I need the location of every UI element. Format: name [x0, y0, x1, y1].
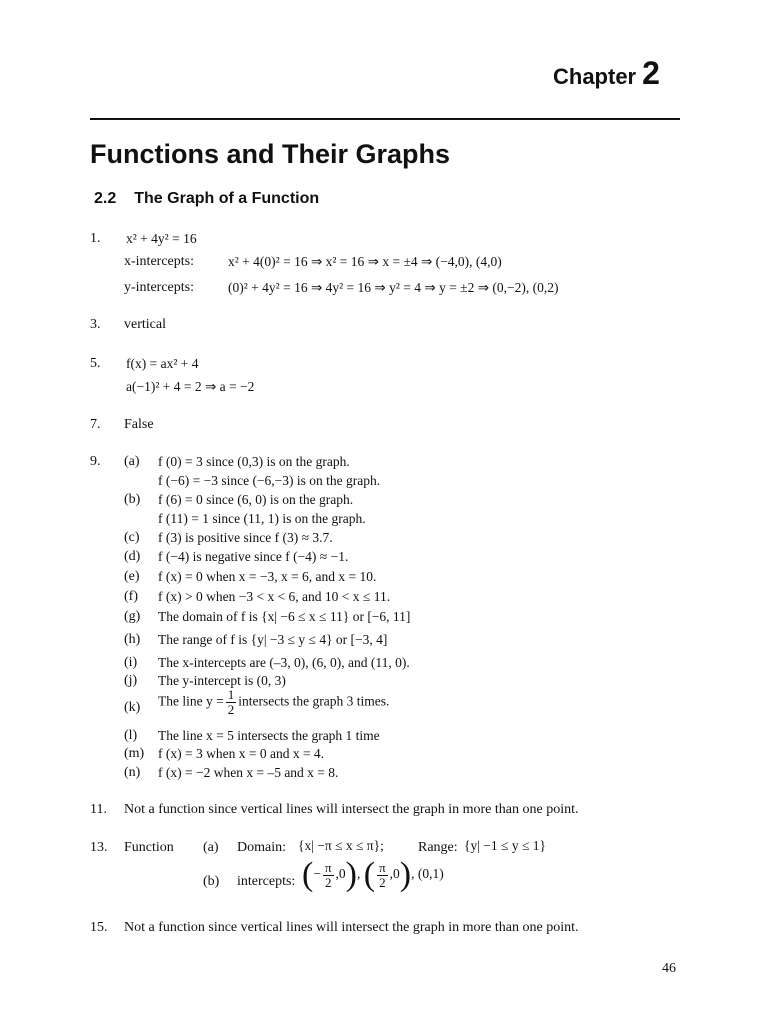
problem-1-number: 1. — [90, 231, 101, 246]
part-label: (f) — [124, 589, 138, 604]
intercept-1-tail: ,0 — [335, 866, 346, 882]
part-label: (c) — [124, 530, 140, 545]
part-k-post: intersects the graph 3 times. — [238, 693, 390, 709]
paren-close: ) — [345, 856, 357, 893]
part-text: The range of f is {y| −3 ≤ y ≤ 4} or [−3, 4] — [158, 632, 388, 647]
part-label: (h) — [124, 632, 141, 647]
fraction-denominator: 2 — [379, 874, 386, 890]
page-title: Functions and Their Graphs — [90, 139, 451, 169]
problem-15-answer: Not a function since vertical lines will intersect the graph in more than one point. — [124, 920, 579, 935]
problem-5-line-1: f(x) = ax² + 4 — [126, 356, 199, 371]
x-intercepts-work: x² + 4(0)² = 16 ⇒ x² = 16 ⇒ x = ±4 ⇒ (−4,0), (4,0) — [228, 254, 502, 269]
fraction-denominator: 2 — [227, 702, 235, 717]
problem-3-number: 3. — [90, 317, 101, 332]
part-label: (d) — [124, 549, 141, 564]
part-label: (j) — [124, 673, 138, 688]
part-label: (i) — [124, 655, 138, 670]
part-text: f (3) is positive since f (3) ≈ 3.7. — [158, 530, 333, 545]
part-text: f (x) = −2 when x = –5 and x = 8. — [158, 765, 339, 780]
part-text: f (x) > 0 when −3 < x < 6, and 10 < x ≤ 11. — [158, 589, 391, 604]
fraction — [226, 688, 237, 717]
part-text: f (x) = 3 when x = 0 and x = 4. — [158, 746, 325, 761]
part-text: The line x = 5 intersects the graph 1 time — [158, 728, 380, 743]
intercept-1-sign: − — [313, 866, 321, 882]
part-text: The x-intercepts are (–3, 0), (6, 0), and (11, 0). — [158, 655, 410, 670]
part-label: (a) — [124, 454, 140, 469]
part-label: (e) — [124, 569, 140, 584]
paren-open: ( — [363, 856, 376, 893]
problem-11-number: 11. — [90, 802, 107, 817]
part-label: (b) — [124, 492, 141, 507]
range-set: {y| −1 ≤ y ≤ 1} — [464, 838, 546, 853]
range-label: Range: — [418, 840, 458, 855]
part-k-pre: The line y = — [158, 693, 224, 709]
fraction — [323, 861, 334, 890]
part-label: (l) — [124, 728, 138, 743]
part-text: The domain of f is {x| −6 ≤ x ≤ 11} or [−6, 11] — [158, 609, 411, 624]
problem-13-number: 13. — [90, 840, 108, 855]
part-label: (k) — [124, 700, 141, 715]
problem-7-number: 7. — [90, 417, 101, 432]
part-text: f (11) = 1 since (11, 1) is on the graph. — [158, 511, 366, 526]
problem-7-answer: False — [124, 417, 154, 432]
chapter-word: Chapter — [553, 64, 637, 89]
part-label: (g) — [124, 609, 141, 624]
problem-11-answer: Not a function since vertical lines will intersect the graph in more than one point. — [124, 802, 579, 817]
part-a-label: (a) — [203, 840, 219, 855]
intercept-3: (0,1) — [417, 866, 444, 882]
part-text: f (0) = 3 since (0,3) is on the graph. — [158, 454, 350, 469]
intercepts-values: (− $\frac{\pi}{2}$ ,0), ( $\frac{\pi}{2}$ ,0), (0,1) — [302, 856, 444, 893]
fraction — [377, 861, 388, 890]
paren-open: ( — [302, 856, 314, 893]
section-title: The Graph of a Function — [134, 190, 320, 207]
part-text: f (6) = 0 since (6, 0) is on the graph. — [158, 492, 354, 507]
part-label: (n) — [124, 765, 141, 780]
intercept-2-tail: ,0 — [389, 866, 400, 882]
fraction-numerator: π — [379, 859, 386, 875]
part-text-k — [158, 688, 389, 717]
section-number: 2.2 — [94, 190, 117, 207]
part-text: f (−6) = −3 since (−6,−3) is on the graph. — [158, 473, 381, 488]
part-text: f (−4) is negative since f (−4) ≈ −1. — [158, 549, 349, 564]
fraction-numerator: π — [324, 859, 332, 875]
problem-1-equation: x² + 4y² = 16 — [126, 231, 197, 246]
problem-9-number: 9. — [90, 454, 101, 469]
chapter-number: 2 — [642, 55, 660, 91]
y-intercepts-work: (0)² + 4y² = 16 ⇒ 4y² = 16 ⇒ y² = 4 ⇒ y = ±2 ⇒ (0,−2), (0,2) — [228, 280, 559, 295]
part-b-label: (b) — [203, 874, 220, 889]
header-rule — [90, 118, 680, 120]
part-text: The y-intercept is (0, 3) — [158, 673, 286, 688]
intercepts-label: intercepts: — [237, 874, 296, 889]
problem-15-number: 15. — [90, 920, 108, 935]
problem-5-line-2: a(−1)² + 4 = 2 ⇒ a = −2 — [126, 379, 255, 394]
domain-label: Domain: — [237, 840, 286, 855]
problem-5-number: 5. — [90, 356, 101, 371]
domain-set: {x| −π ≤ x ≤ π}; — [298, 838, 384, 853]
x-intercepts-label: x-intercepts: — [124, 254, 194, 269]
part-text: f (x) = 0 when x = −3, x = 6, and x = 10. — [158, 569, 377, 584]
chapter-heading — [553, 55, 660, 92]
paren-close: ) — [399, 856, 412, 893]
part-label: (m) — [124, 746, 145, 761]
page-number: 46 — [662, 961, 676, 976]
y-intercepts-label: y-intercepts: — [124, 280, 194, 295]
fraction-denominator: 2 — [324, 874, 332, 890]
problem-13-kind: Function — [124, 840, 174, 855]
section-heading — [94, 190, 319, 208]
fraction-numerator: 1 — [227, 687, 235, 702]
problem-3-answer: vertical — [124, 317, 166, 332]
